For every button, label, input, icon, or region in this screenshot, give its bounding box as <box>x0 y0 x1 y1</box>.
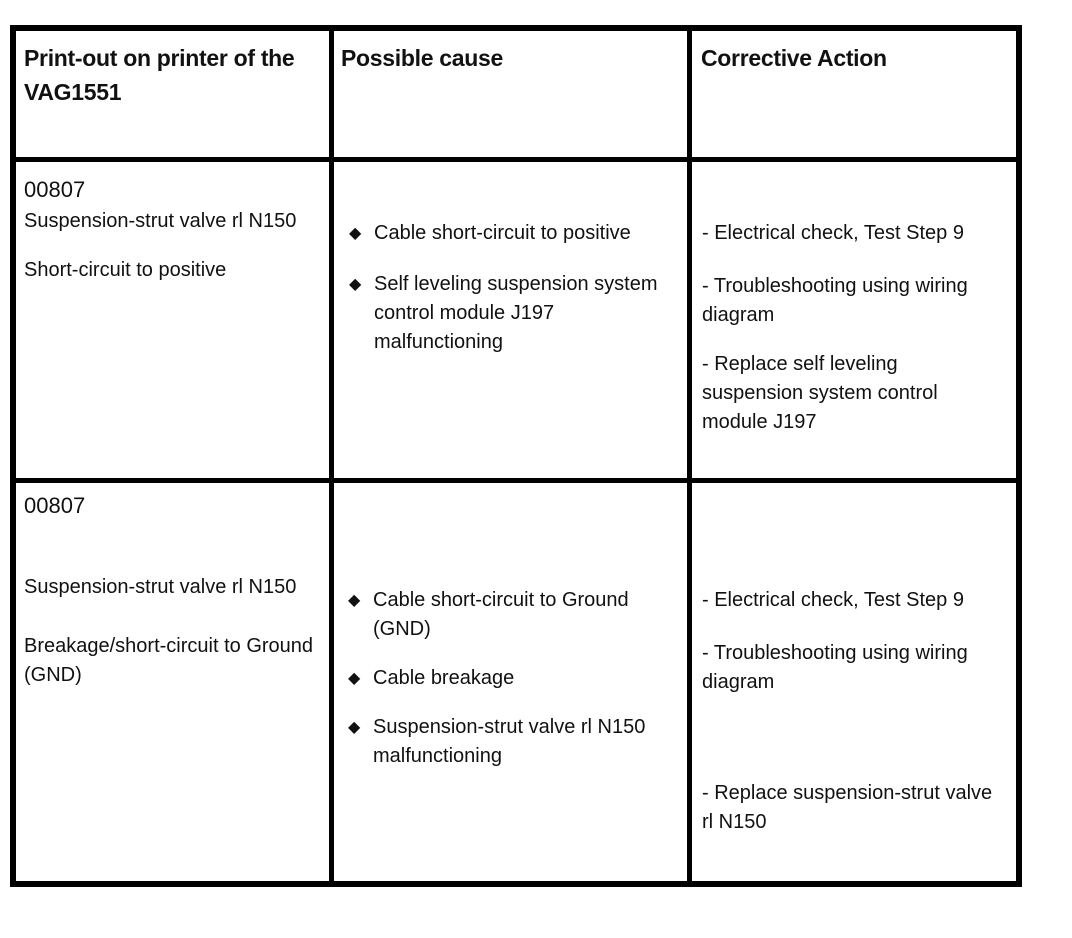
diagnostic-table <box>10 25 1022 887</box>
header-corrective-action: Corrective Action <box>701 45 887 71</box>
diamond-bullet-icon: ◆ <box>349 225 362 242</box>
component-name: Suspension-strut valve rl N150 <box>24 576 297 598</box>
cause-item: ◆ Cable breakage <box>343 664 678 693</box>
row1-causes <box>344 219 679 379</box>
action-item: - Replace self leveling suspension system control module J197 <box>702 353 938 433</box>
component-name: Suspension-strut valve rl N150 <box>24 210 297 232</box>
row-divider <box>16 478 1016 483</box>
action-item: - Replace suspension-strut valve rl N150 <box>702 782 993 833</box>
fault-description: Short-circuit to positive <box>24 259 227 281</box>
row2-printout <box>24 491 314 690</box>
fault-description: Breakage/short-circuit to Ground (GND) <box>24 635 314 686</box>
row1-actions <box>702 219 1002 437</box>
cause-item: ◆ Cable short-circuit to positive <box>344 219 679 248</box>
header-printout: Print-out on printer of the VAG1551 <box>24 45 295 105</box>
fault-code: 00807 <box>24 493 86 518</box>
header-possible-cause: Possible cause <box>341 45 503 71</box>
cause-item: ◆ Suspension-strut valve rl N150 malfunctioning <box>343 713 678 771</box>
action-item: - Electrical check, Test Step 9 <box>702 222 964 244</box>
action-item: - Troubleshooting using wiring diagram <box>702 275 968 326</box>
row2-causes <box>343 586 678 793</box>
cause-item: ◆ Cable short-circuit to Ground (GND) <box>343 586 678 644</box>
diamond-bullet-icon: ◆ <box>349 276 362 293</box>
row1-printout <box>24 175 314 285</box>
action-item: - Electrical check, Test Step 9 <box>702 589 964 611</box>
row2-actions <box>702 586 1002 837</box>
diamond-bullet-icon: ◆ <box>348 670 361 687</box>
fault-code: 00807 <box>24 177 86 202</box>
diamond-bullet-icon: ◆ <box>348 592 361 609</box>
cause-item: ◆ Self leveling suspension system control module J197 malfunctioning <box>344 270 679 357</box>
action-item: - Troubleshooting using wiring diagram <box>702 642 968 693</box>
row-divider <box>16 157 1016 162</box>
diamond-bullet-icon: ◆ <box>348 719 361 736</box>
